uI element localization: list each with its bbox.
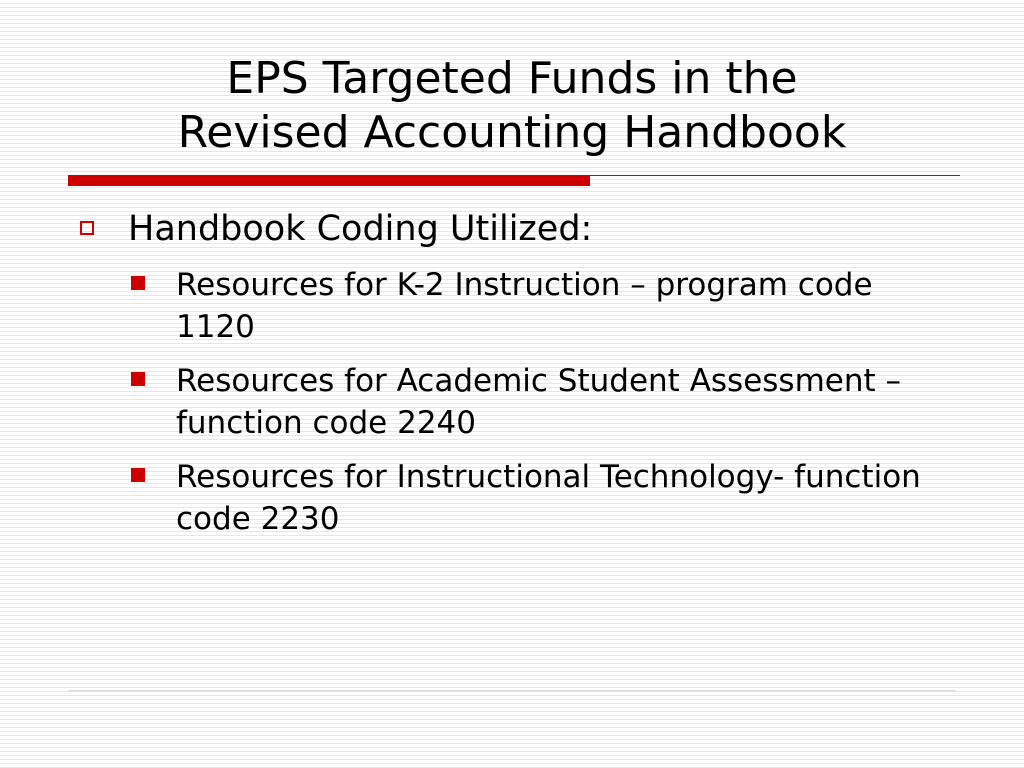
title-line-1: EPS Targeted Funds in the: [226, 53, 798, 104]
sub-bullet-item: [80, 360, 960, 444]
sub-bullet-text: Resources for Instructional Technology- function code 2230: [176, 459, 921, 537]
bullet-item-level1: [80, 206, 960, 252]
sub-bullet-text: Resources for K-2 Instruction – program code 1120: [176, 267, 873, 345]
sub-bullet-list: [80, 264, 960, 540]
sub-bullet-item: [80, 264, 960, 348]
title-underline-thick: [68, 175, 590, 186]
title-underline-thin: [590, 175, 960, 176]
footer-divider: [68, 690, 956, 691]
filled-square-icon: [131, 276, 145, 290]
filled-square-icon: [131, 372, 145, 386]
sub-bullet-text: Resources for Academic Student Assessment – function code 2240: [176, 363, 902, 441]
sub-bullet-item: [80, 456, 960, 540]
content-area: [80, 206, 960, 552]
filled-square-icon: [131, 468, 145, 482]
hollow-square-icon: [80, 221, 94, 235]
bullet-heading: Handbook Coding Utilized:: [128, 209, 593, 249]
title-line-2: Revised Accounting Handbook: [177, 107, 847, 158]
slide-title: [0, 52, 1024, 160]
